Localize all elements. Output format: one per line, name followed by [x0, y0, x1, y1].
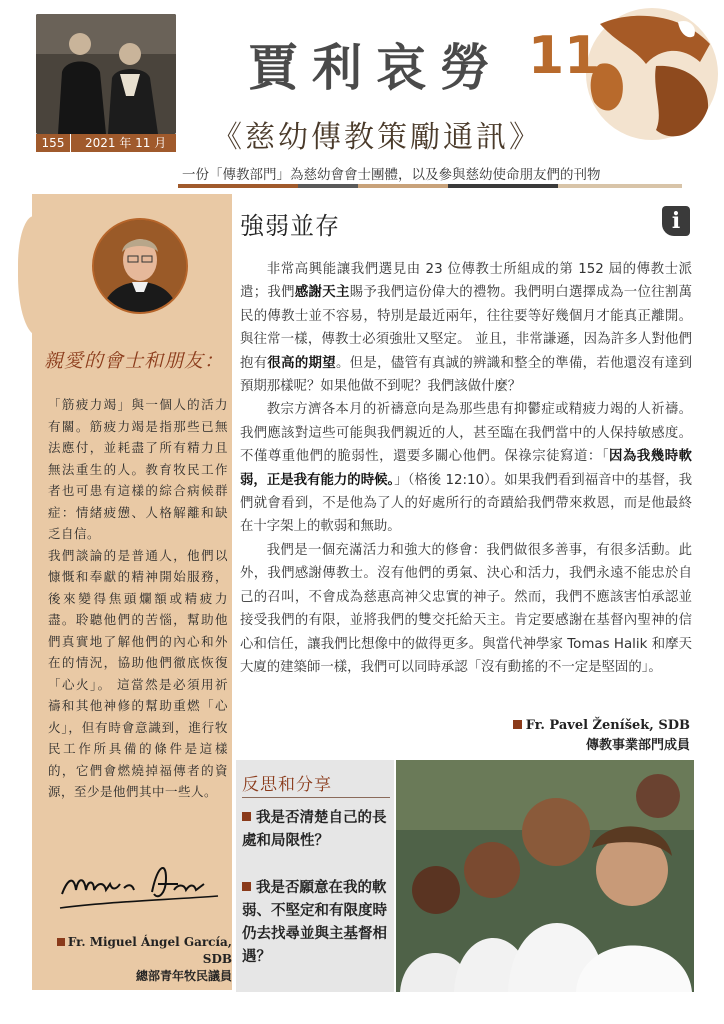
article-author-role: 傳教事業部門成員 — [585, 738, 690, 753]
bullet-square-icon — [242, 882, 251, 891]
issue-info — [36, 134, 176, 152]
header-photo — [36, 14, 176, 134]
reflection-question: 我是否清楚自己的長處和局限性？ — [242, 809, 387, 849]
bullet-square-icon — [242, 812, 251, 821]
letter-paragraph: 我們談論的是普通人，他們以慷慨和奉獻的精神開始服務，後來變得焦頭爛額或精疲力盡。聆聽他們的苦惱，幫助他們真實地了解他們的內心和外在的情況，協助他們徹底恢復「心火」。 這當然是必須用祈禱和其他神修的幫助重燃「心火」，但有時會意識到，進行牧民工作所具備的條件是這樣的，它們會燃燒掉福傳者的資源，至少是他們其中一些人。 — [48, 547, 228, 799]
emphasis: 感謝天主 — [294, 285, 350, 301]
masthead — [0, 0, 724, 200]
editor-letter-column — [32, 194, 232, 990]
scripture-quote: 因為我幾時軟弱，正是我有能力的時候。 — [240, 449, 692, 488]
article-title: 強弱並存 — [240, 212, 340, 240]
reflection-title: 反思和分享 — [242, 775, 332, 795]
children-photo — [396, 760, 694, 992]
newsletter-subtitle: 《慈幼傳教策勵通訊》 — [212, 120, 542, 155]
letter-greeting: 親愛的會士和朋友： — [44, 350, 225, 372]
bullet-square-icon — [513, 720, 522, 729]
newsletter-title: 賈利哀勞 — [248, 38, 504, 97]
info-icon: i — [662, 206, 690, 236]
letter-body — [48, 394, 228, 803]
issue-date: 2021 年 11 月 — [85, 136, 167, 150]
signature — [54, 854, 224, 914]
article-author — [420, 716, 690, 756]
issue-number: 155 — [36, 134, 71, 152]
letter-paragraph: 「筋疲力竭」與一個人的活力有關。筋疲力竭是指那些已無法應付，並耗盡了所有精力且無法重生的人。教育牧民工作者也可患有這樣的綜合病候群症：情緒疲憊、人格解離和缺乏自信。 — [48, 397, 228, 541]
bullet-square-icon — [57, 938, 65, 946]
article-paragraph: 非常高興能讓我們選見由 23 位傳教士所組成的第 152 屆的傳教士派遣；我們感謝天主賜予我們這份偉大的禮物。我們明白選擇成為一位往割萬民的傳教士並不容易，特別是最近兩年，往往要等好幾個月才能真正離開。 與往常一樣，傳教士必須強壯又堅定。 並且，非常謙遜，因為許多人對他們抱有很高的期望。但是，儘管有真誠的辨識和整全的準備，若他還沒有達到預期那樣呢？如果他做不到呢？我們該做什麼？ — [240, 262, 693, 395]
article-author-name: Fr. Pavel Ženíšek, SDB — [525, 718, 690, 733]
letter-author-role: 總部青年牧民議員 — [135, 969, 232, 983]
article-body — [240, 258, 692, 679]
divider — [242, 797, 390, 798]
header-rule — [178, 184, 682, 188]
article-paragraph: 我們是一個充滿活力和強大的修會：我們做很多善事，有很多活動。此外，我們感謝傳教士。沒有他們的勇氣、決心和活力，我們永遠不能忠於自己的召叫，不會成為慈惠高神父忠實的神子。然而，我們不應該害怕承認並接受我們的有限，並將我們的雙交托給天主。肯定要感謝在基督內聖神的信心和信任，讓我們比想像中的做得更多。與當代神學家 Tomas Halik 和摩天大廈的建築師一樣，我們可以同時承認「沒有動搖的不一定是堅固的」。 — [240, 542, 692, 675]
letter-author-name: Fr. Miguel Ángel García, SDB — [67, 935, 232, 966]
tagline: 一份「傳教部門」為慈幼會會士團體，以及參與慈幼使命朋友們的刊物 — [182, 167, 601, 183]
newsletter-number: 11 — [528, 26, 601, 86]
letter-author — [32, 934, 232, 985]
emphasis: 很高的期望 — [267, 355, 336, 371]
author-portrait — [92, 218, 188, 314]
reflection-question: 我是否願意在我的軟弱、不堅定和有限度時仍去找尋並與主基督相遇？ — [242, 879, 387, 965]
reflection-box — [236, 760, 394, 992]
article-paragraph: 教宗方濟各本月的祈禱意向是為那些患有抑鬱症或精疲力竭的人祈禱。我們應該對這些可能與我們親近的人，甚至臨在我們當中的人保持敏感度。不僅尊重他們的脆弱性，還要多關心他們。保祿宗徒寫道：「因為我幾時軟弱，正是我有能力的時候。」（格後 12:10）。如果我們看到福音中的基督，我們就會看到，不是他為了人的好處所行的奇蹟給我們帶來救恩，而是他最終在十字架上的軟弱和無助。 — [240, 402, 692, 535]
